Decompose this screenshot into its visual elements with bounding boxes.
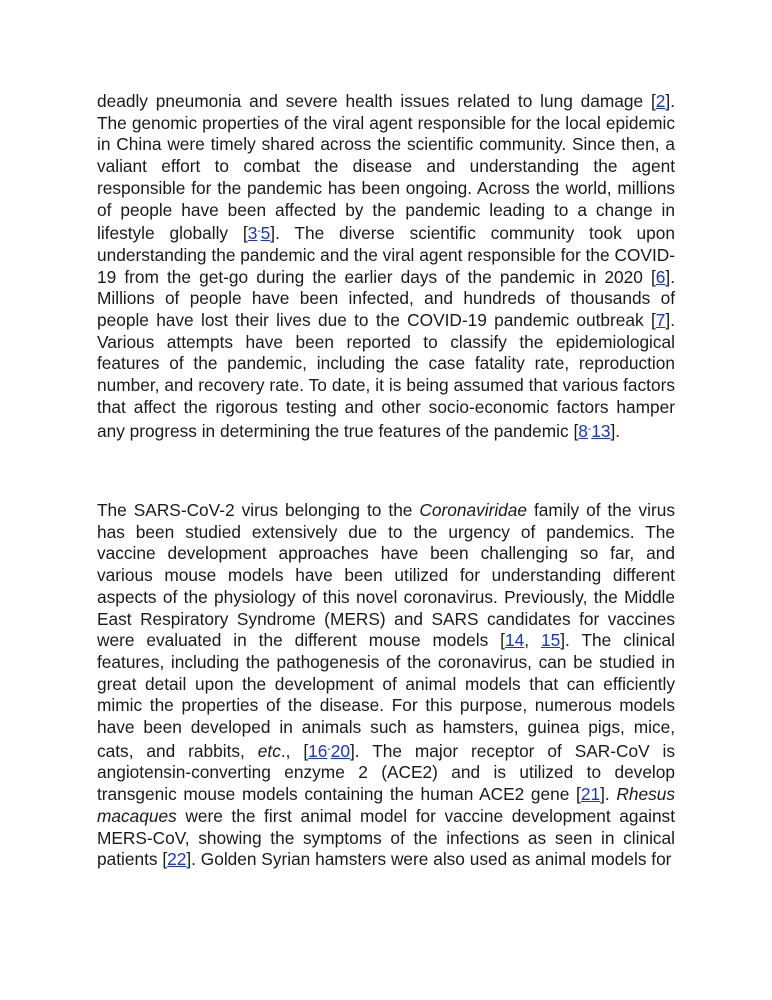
citation-link[interactable]: 22 [167, 849, 187, 870]
body-paragraph-1 [97, 91, 675, 442]
body-text: ]. The diverse scientific community took upon understanding the pandemic and the viral agent responsible for the COVID-19 from the get-go during the earlier days of the pandemic in 2020 [ [97, 223, 675, 287]
citation-link[interactable]: 5 [260, 223, 271, 244]
italic-term: Rhesus macaques [97, 784, 676, 826]
body-text: ., [ [280, 740, 309, 761]
citation-range-dash: - [257, 226, 261, 238]
body-text: , [524, 630, 541, 651]
body-text: The SARS-CoV-2 virus belonging to the [97, 500, 420, 520]
citation-link[interactable]: 20 [330, 740, 350, 761]
body-text: ]. [610, 420, 621, 441]
body-text: ]. [600, 784, 617, 805]
body-text: family of the virus has been studied extensively due to the urgency of pandemics. The vaccine development approaches have been challenging so far, and various mouse models have been utilized for understanding different aspects of the physiology of this novel coronavirus. Previously, the Middle East Respiratory Syndrome (MERS) and SARS candidates for vaccines were evaluated in the different mouse models [ [97, 500, 675, 651]
italic-term: etc [257, 740, 281, 761]
citation-link[interactable]: 21 [580, 784, 601, 805]
citation-link[interactable]: 15 [540, 630, 561, 651]
body-text: were the first animal model for vaccine development against MERS-CoV, showing the symptoms of the infections as seen in clinical patients [ [97, 805, 675, 870]
body-text: ]. The clinical features, including the pathogenesis of the coronavirus, can be studied in great detail upon the development of animal models that can efficiently mimic the properties of the disease. For this purpose, numerous models have been developed in animals such as hamsters, guinea pigs, mice, cats, and rabbits, [97, 630, 675, 761]
italic-term: Coronaviridae [419, 500, 527, 520]
citation-range-dash: - [327, 743, 331, 755]
citation-link[interactable]: 13 [591, 420, 611, 441]
citation-link[interactable]: 6 [655, 266, 666, 287]
body-text: ]. The genomic properties of the viral agent responsible for the local epidemic in China were timely shared across the scientific community. Since then, a valiant effort to combat the disease and understanding the agent responsible for the pandemic has been ongoing. Across the world, millions of people have been affected by the pandemic leading to a change in lifestyle globally [ [97, 91, 675, 244]
citation-link[interactable]: 3 [247, 223, 258, 244]
body-text: ]. Millions of people have been infected, and hundreds of thousands of people have lost their lives due to the COVID-19 pandemic outbreak [ [97, 266, 675, 331]
citation-range-dash: - [587, 423, 592, 435]
citation-link[interactable]: 8 [578, 420, 588, 441]
citation-link[interactable]: 2 [655, 91, 666, 111]
body-text: ]. Golden Syrian hamsters were also used as animal models for [186, 849, 672, 870]
body-text: deadly pneumonia and severe health issues related to lung damage [ [97, 91, 656, 111]
body-text: ]. The major receptor of SAR-CoV is angiotensin-converting enzyme 2 (ACE2) and is utilized to develop transgenic mouse models containing the human ACE2 gene [ [97, 740, 675, 805]
citation-link[interactable]: 7 [655, 310, 666, 331]
body-paragraph-2 [97, 500, 675, 871]
body-text: ]. Various attempts have been reported to classify the epidemiological features of the pandemic, including the case fatality rate, reproduction number, and recovery rate. To date, it is being assumed that various factors that affect the rigorous testing and other socio-economic factors hamper any progress in determining the true features of the pandemic [ [97, 310, 675, 441]
citation-link[interactable]: 14 [504, 630, 525, 651]
citation-link[interactable]: 16 [308, 740, 328, 761]
